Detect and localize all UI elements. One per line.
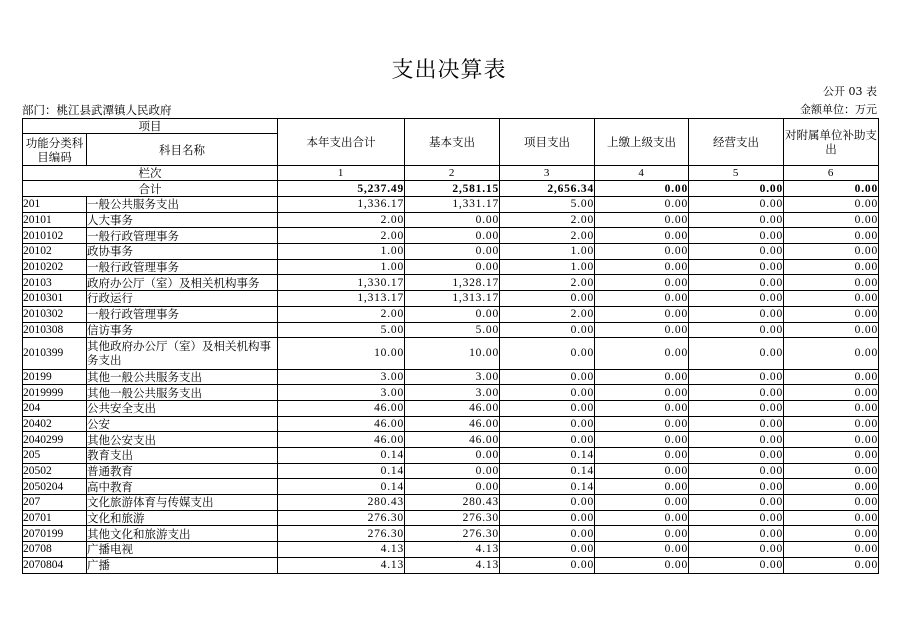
row-code: 20502: [23, 463, 87, 479]
header-business: 经营支出: [689, 119, 784, 166]
row-name: 文化和旅游: [87, 510, 278, 526]
row-value-business: 0.00: [689, 542, 784, 558]
row-name: 公共安全支出: [87, 400, 278, 416]
row-value-business: 0.00: [689, 212, 784, 228]
table-row: [23, 526, 879, 542]
row-value-total: 2.00: [278, 212, 405, 228]
row-value-subsidy: 0.00: [784, 306, 879, 322]
row-value-upper: 0.00: [595, 542, 689, 558]
row-code: 2050204: [23, 479, 87, 495]
row-value-subsidy: 0.00: [784, 416, 879, 432]
row-value-business: 0.00: [689, 526, 784, 542]
row-value-basic: 3.00: [405, 385, 500, 401]
row-value-total: 280.43: [278, 495, 405, 511]
table-row: [23, 228, 879, 244]
row-value-business: 0.00: [689, 197, 784, 213]
row-code: 20102: [23, 244, 87, 260]
row-value-project: 0.14: [500, 448, 595, 464]
row-value-subsidy: 0.00: [784, 197, 879, 213]
row-value-business: 0.00: [689, 385, 784, 401]
row-value-total: 1,336.17: [278, 197, 405, 213]
row-name: 公安: [87, 416, 278, 432]
row-value-basic: 280.43: [405, 495, 500, 511]
row-code: 204: [23, 400, 87, 416]
row-value-basic: 46.00: [405, 416, 500, 432]
form-number: 公开 03 表: [823, 85, 877, 98]
table-row: [23, 291, 879, 307]
row-name: 广播: [87, 557, 278, 573]
column-index-4: 4: [595, 166, 689, 181]
row-name: 广播电视: [87, 542, 278, 558]
row-value-total: 46.00: [278, 416, 405, 432]
row-value-business: 0.00: [689, 228, 784, 244]
row-code: 201: [23, 197, 87, 213]
row-code: 2010308: [23, 322, 87, 338]
summary-subsidy: 0.00: [784, 181, 879, 197]
row-value-business: 0.00: [689, 432, 784, 448]
row-value-project: 0.00: [500, 526, 595, 542]
row-value-total: 276.30: [278, 526, 405, 542]
table-row: [23, 463, 879, 479]
row-value-business: 0.00: [689, 259, 784, 275]
table-row: [23, 557, 879, 573]
row-value-upper: 0.00: [595, 510, 689, 526]
row-value-basic: 276.30: [405, 526, 500, 542]
row-value-basic: 1,328.17: [405, 275, 500, 291]
row-value-subsidy: 0.00: [784, 322, 879, 338]
row-value-total: 2.00: [278, 228, 405, 244]
row-value-subsidy: 0.00: [784, 212, 879, 228]
row-name: 高中教育: [87, 479, 278, 495]
row-name: 一般公共服务支出: [87, 197, 278, 213]
amount-unit-label: 金额单位：万元: [800, 103, 877, 116]
row-value-business: 0.00: [689, 557, 784, 573]
header-total: 本年支出合计: [278, 119, 405, 166]
row-code: 2010399: [23, 338, 87, 369]
row-value-subsidy: 0.00: [784, 432, 879, 448]
row-value-upper: 0.00: [595, 244, 689, 260]
row-value-business: 0.00: [689, 495, 784, 511]
table-row: [23, 259, 879, 275]
row-value-project: 0.00: [500, 338, 595, 369]
table-row: [23, 369, 879, 385]
row-value-business: 0.00: [689, 463, 784, 479]
row-value-project: 0.00: [500, 432, 595, 448]
row-name: 普通教育: [87, 463, 278, 479]
row-value-total: 1,330.17: [278, 275, 405, 291]
row-name: 一般行政管理事务: [87, 228, 278, 244]
row-value-project: 0.00: [500, 557, 595, 573]
row-value-basic: 0.00: [405, 228, 500, 244]
row-value-upper: 0.00: [595, 495, 689, 511]
column-index-2: 2: [405, 166, 500, 181]
table-row: [23, 510, 879, 526]
row-code: 20701: [23, 510, 87, 526]
row-name: 其他一般公共服务支出: [87, 369, 278, 385]
row-code: 20103: [23, 275, 87, 291]
row-value-project: 0.00: [500, 416, 595, 432]
table-row: [23, 495, 879, 511]
row-value-subsidy: 0.00: [784, 463, 879, 479]
row-value-upper: 0.00: [595, 322, 689, 338]
row-name: 教育支出: [87, 448, 278, 464]
row-value-subsidy: 0.00: [784, 338, 879, 369]
row-value-project: 2.00: [500, 228, 595, 244]
row-name: 政协事务: [87, 244, 278, 260]
row-code: 2010302: [23, 306, 87, 322]
row-value-business: 0.00: [689, 510, 784, 526]
row-value-total: 10.00: [278, 338, 405, 369]
row-value-total: 46.00: [278, 400, 405, 416]
row-value-total: 4.13: [278, 557, 405, 573]
row-value-upper: 0.00: [595, 479, 689, 495]
column-index-1: 1: [278, 166, 405, 181]
row-value-basic: 10.00: [405, 338, 500, 369]
summary-upper: 0.00: [595, 181, 689, 197]
row-value-basic: 46.00: [405, 432, 500, 448]
department-label: 部门：桃江县武潭镇人民政府: [22, 103, 172, 117]
row-value-upper: 0.00: [595, 400, 689, 416]
row-value-business: 0.00: [689, 448, 784, 464]
row-value-business: 0.00: [689, 338, 784, 369]
row-value-upper: 0.00: [595, 369, 689, 385]
row-value-total: 46.00: [278, 432, 405, 448]
header-item: 项目: [23, 119, 278, 134]
row-value-basic: 0.00: [405, 479, 500, 495]
row-value-upper: 0.00: [595, 557, 689, 573]
row-value-upper: 0.00: [595, 212, 689, 228]
row-value-subsidy: 0.00: [784, 510, 879, 526]
row-value-project: 2.00: [500, 212, 595, 228]
row-name: 一般行政管理事务: [87, 306, 278, 322]
row-value-business: 0.00: [689, 306, 784, 322]
row-name: 文化旅游体育与传媒支出: [87, 495, 278, 511]
summary-basic: 2,581.15: [405, 181, 500, 197]
table-row: [23, 400, 879, 416]
row-value-basic: 1,331.17: [405, 197, 500, 213]
table-row: [23, 244, 879, 260]
row-value-project: 0.00: [500, 322, 595, 338]
expenditure-table: [22, 118, 879, 574]
row-value-upper: 0.00: [595, 275, 689, 291]
table-row: [23, 448, 879, 464]
row-value-project: 0.00: [500, 369, 595, 385]
summary-row: [23, 181, 879, 197]
row-code: 2070199: [23, 526, 87, 542]
column-index-3: 3: [500, 166, 595, 181]
row-value-project: 1.00: [500, 259, 595, 275]
row-code: 2019999: [23, 385, 87, 401]
row-value-upper: 0.00: [595, 385, 689, 401]
row-name: 人大事务: [87, 212, 278, 228]
row-code: 207: [23, 495, 87, 511]
table-row: [23, 385, 879, 401]
row-value-subsidy: 0.00: [784, 542, 879, 558]
row-value-total: 0.14: [278, 463, 405, 479]
row-code: 20101: [23, 212, 87, 228]
row-code: 2040299: [23, 432, 87, 448]
row-value-subsidy: 0.00: [784, 259, 879, 275]
row-value-project: 5.00: [500, 197, 595, 213]
table-row: [23, 432, 879, 448]
row-value-business: 0.00: [689, 369, 784, 385]
row-code: 20199: [23, 369, 87, 385]
row-value-total: 0.14: [278, 479, 405, 495]
column-index-5: 5: [689, 166, 784, 181]
row-value-upper: 0.00: [595, 306, 689, 322]
row-value-subsidy: 0.00: [784, 244, 879, 260]
header-project: 项目支出: [500, 119, 595, 166]
column-index-6: 6: [784, 166, 879, 181]
table-row: [23, 275, 879, 291]
row-value-upper: 0.00: [595, 228, 689, 244]
header-name: 科目名称: [87, 134, 278, 166]
row-value-project: 0.00: [500, 510, 595, 526]
row-value-upper: 0.00: [595, 432, 689, 448]
row-value-project: 0.00: [500, 291, 595, 307]
row-name: 其他一般公共服务支出: [87, 385, 278, 401]
row-value-basic: 0.00: [405, 259, 500, 275]
table-row: [23, 338, 879, 369]
row-name: 一般行政管理事务: [87, 259, 278, 275]
row-value-total: 1,313.17: [278, 291, 405, 307]
row-value-project: 1.00: [500, 244, 595, 260]
row-value-subsidy: 0.00: [784, 495, 879, 511]
row-name: 政府办公厅（室）及相关机构事务: [87, 275, 278, 291]
page-title: 支出决算表: [391, 58, 507, 83]
row-name: 行政运行: [87, 291, 278, 307]
row-value-upper: 0.00: [595, 338, 689, 369]
table-row: [23, 197, 879, 213]
row-value-subsidy: 0.00: [784, 557, 879, 573]
row-value-basic: 4.13: [405, 542, 500, 558]
table-row: [23, 212, 879, 228]
row-value-project: 0.00: [500, 495, 595, 511]
row-value-upper: 0.00: [595, 259, 689, 275]
row-value-business: 0.00: [689, 416, 784, 432]
row-value-subsidy: 0.00: [784, 479, 879, 495]
row-value-basic: 3.00: [405, 369, 500, 385]
row-code: 205: [23, 448, 87, 464]
row-value-total: 2.00: [278, 306, 405, 322]
row-value-business: 0.00: [689, 244, 784, 260]
row-value-project: 0.00: [500, 385, 595, 401]
row-name: 其他公安支出: [87, 432, 278, 448]
row-name: 其他政府办公厅（室）及相关机构事务支出: [87, 338, 278, 369]
row-value-basic: 1,313.17: [405, 291, 500, 307]
table-row: [23, 306, 879, 322]
row-code: 2070804: [23, 557, 87, 573]
summary-total: 5,237.49: [278, 181, 405, 197]
row-value-business: 0.00: [689, 479, 784, 495]
summary-label: 合计: [23, 181, 278, 197]
row-value-project: 2.00: [500, 306, 595, 322]
table-row: [23, 416, 879, 432]
row-value-upper: 0.00: [595, 416, 689, 432]
row-value-project: 0.14: [500, 479, 595, 495]
row-value-basic: 4.13: [405, 557, 500, 573]
header-subsidy: 对附属单位补助支出: [784, 119, 879, 166]
table-row: [23, 479, 879, 495]
row-value-project: 0.00: [500, 542, 595, 558]
row-value-total: 5.00: [278, 322, 405, 338]
row-value-business: 0.00: [689, 291, 784, 307]
row-code: 2010102: [23, 228, 87, 244]
column-index-label: 栏次: [23, 166, 278, 181]
row-value-project: 0.00: [500, 400, 595, 416]
row-value-subsidy: 0.00: [784, 526, 879, 542]
row-value-basic: 276.30: [405, 510, 500, 526]
row-value-total: 1.00: [278, 244, 405, 260]
row-value-subsidy: 0.00: [784, 291, 879, 307]
header-row-1: [23, 119, 879, 134]
row-value-basic: 5.00: [405, 322, 500, 338]
row-value-project: 0.14: [500, 463, 595, 479]
row-value-subsidy: 0.00: [784, 275, 879, 291]
row-value-subsidy: 0.00: [784, 369, 879, 385]
header-basic: 基本支出: [405, 119, 500, 166]
row-value-total: 3.00: [278, 385, 405, 401]
row-name: 其他文化和旅游支出: [87, 526, 278, 542]
table-row: [23, 542, 879, 558]
summary-project: 2,656.34: [500, 181, 595, 197]
row-name: 信访事务: [87, 322, 278, 338]
header-code: 功能分类科目编码: [23, 134, 87, 166]
row-value-total: 3.00: [278, 369, 405, 385]
column-index-row: [23, 166, 879, 181]
row-value-upper: 0.00: [595, 197, 689, 213]
row-value-subsidy: 0.00: [784, 448, 879, 464]
row-value-business: 0.00: [689, 322, 784, 338]
row-value-basic: 46.00: [405, 400, 500, 416]
row-value-total: 0.14: [278, 448, 405, 464]
row-value-total: 276.30: [278, 510, 405, 526]
row-value-subsidy: 0.00: [784, 228, 879, 244]
row-value-basic: 0.00: [405, 448, 500, 464]
row-value-subsidy: 0.00: [784, 400, 879, 416]
row-value-basic: 0.00: [405, 463, 500, 479]
row-code: 20708: [23, 542, 87, 558]
row-code: 20402: [23, 416, 87, 432]
table-row: [23, 322, 879, 338]
row-value-subsidy: 0.00: [784, 385, 879, 401]
row-value-upper: 0.00: [595, 526, 689, 542]
row-value-basic: 0.00: [405, 212, 500, 228]
row-code: 2010301: [23, 291, 87, 307]
row-value-project: 2.00: [500, 275, 595, 291]
row-code: 2010202: [23, 259, 87, 275]
row-value-total: 1.00: [278, 259, 405, 275]
row-value-basic: 0.00: [405, 244, 500, 260]
row-value-upper: 0.00: [595, 291, 689, 307]
summary-business: 0.00: [689, 181, 784, 197]
header-upper: 上缴上级支出: [595, 119, 689, 166]
row-value-business: 0.00: [689, 275, 784, 291]
row-value-basic: 0.00: [405, 306, 500, 322]
row-value-upper: 0.00: [595, 448, 689, 464]
row-value-total: 4.13: [278, 542, 405, 558]
row-value-upper: 0.00: [595, 463, 689, 479]
row-value-business: 0.00: [689, 400, 784, 416]
